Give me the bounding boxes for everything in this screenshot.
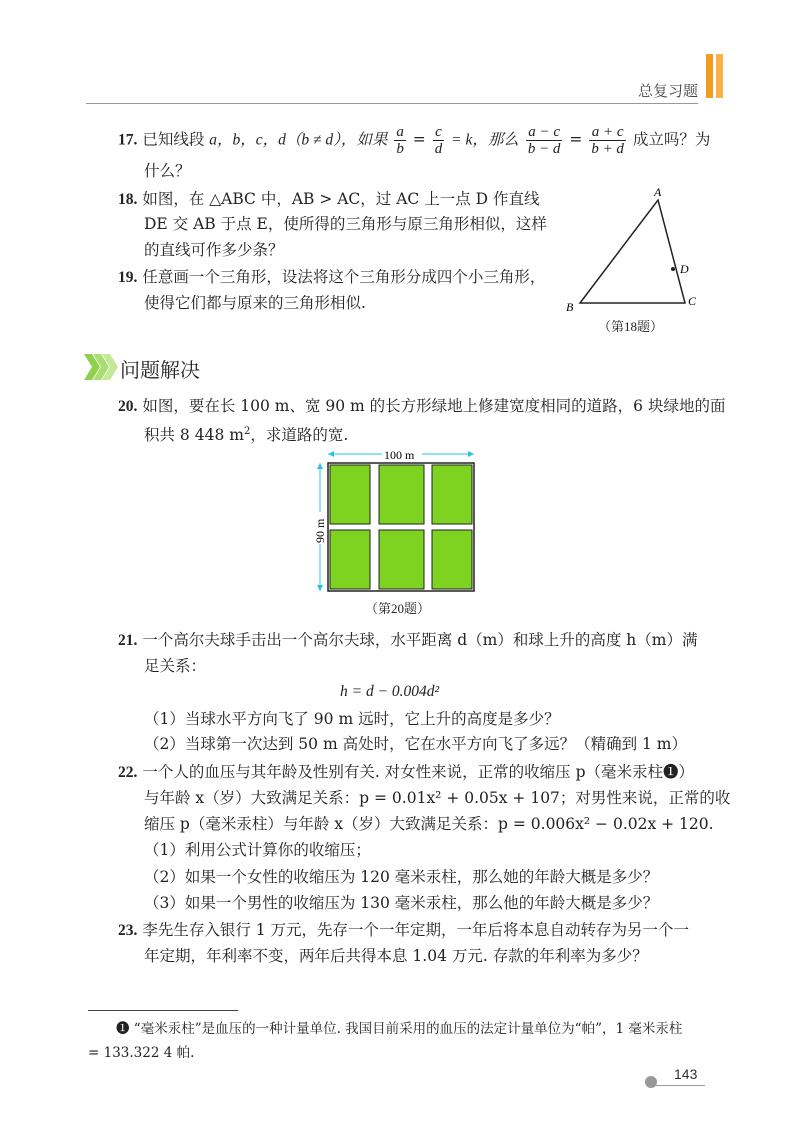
problem-19-line-1: 19. 任意画一个三角形，设法将这个三角形分成四个小三角形， (118, 268, 546, 286)
problem-17-line-1: 17. 已知线段 a，b，c，d（b ≠ d），如果 $\frac{a}{b}$ = $\frac{c}{d}$ = k，那么 $\frac{a - c}{b - d}$ = $\frac{a + c}{b + d}$ 成立吗？为 (118, 124, 711, 157)
footnote-line-1: ❶ “毫米汞柱”是血压的一种计量单位. 我国目前采用的血压的法定计量单位为“帕”，1 毫米汞柱 (116, 1021, 683, 1037)
problem-21-question-1: （1）当球水平方向飞了 90 m 远时，它上升的高度是多少？ (144, 710, 560, 728)
page-number-rule (655, 1085, 705, 1086)
header-rule (86, 103, 698, 104)
figure-20-caption: （第20题） (365, 601, 431, 616)
footnote-line-2: = 133.322 4 帕. (88, 1045, 195, 1061)
problem-21-question-2: （2）当球第一次达到 50 m 高处时，它在水平方向飞了多远？（精确到 1 m） (144, 735, 687, 753)
green-plot-5 (379, 530, 424, 589)
problem-18-line-3: 的直线可作多少条？ (144, 241, 284, 259)
header-accent-bar-2 (716, 54, 723, 98)
section-title: 问题解决 (120, 358, 200, 382)
problem-20-line-1: 20. 如图，要在长 100 m、宽 90 m 的长方形绿地上修建宽度相同的道路，6 块绿地的面 (118, 397, 726, 415)
problem-21-line-2: 足关系： (144, 657, 207, 675)
problem-18-line-2: DE 交 AB 于点 E，使所得的三角形与原三角形相似，这样 (144, 215, 547, 233)
green-plot-4 (330, 530, 370, 589)
green-plot-6 (432, 530, 472, 589)
problem-17-line-2: 什么？ (144, 162, 191, 180)
green-plot-3 (432, 465, 472, 524)
problem-19-line-2: 使得它们都与原来的三角形相似. (144, 294, 366, 312)
problem-20-line-2: 积共 8 448 $m^2$，求道路的宽. (144, 426, 349, 445)
problem-18-line-1: 18. 如图，在 △ABC 中，AB > AC，过 AC 上一点 D 作直线 (118, 190, 540, 208)
page-number: 143 (674, 1066, 698, 1082)
problem-22-line-3: 缩压 p（毫米汞柱）与年龄 x（岁）大致满足关系：p = 0.006x² − 0.02x + 120. (144, 815, 714, 833)
figure-20-field (310, 445, 480, 595)
chapter-title: 总复习题 (638, 82, 699, 100)
problem-22-question-3: （3）如果一个男性的收缩压为 130 毫米汞柱，那么他的年龄大概是多少？ (144, 894, 659, 912)
problem-21-formula: h = d − 0.004d² (340, 683, 440, 700)
problem-23-line-2: 年定期，年利率不变，两年后共得本息 1.04 万元. 存款的年利率为多少？ (144, 947, 648, 965)
point-D-label: D (680, 262, 689, 276)
fraction-c-d: $\frac{c}{d}$ (434, 124, 443, 157)
vertex-B-label: B (566, 300, 574, 314)
problem-23-line-1: 23. 李先生存入银行 1 万元，先存一个一年定期，一年后将本息自动转存为另一个一 (118, 921, 690, 939)
footnote-rule (88, 1010, 238, 1011)
fraction-a-plus-c: $\frac{a + c}{b + d}$ (591, 124, 624, 157)
problem-22-question-1: （1）利用公式计算你的收缩压； (144, 841, 371, 859)
figure-18-caption: （第18题） (598, 319, 664, 334)
figure-18-triangle (560, 185, 710, 315)
green-plot-2 (379, 465, 424, 524)
green-plot-1 (330, 465, 370, 524)
height-label: 90 m (313, 518, 327, 543)
fraction-a-minus-c: $\frac{a - c}{b - d}$ (527, 124, 561, 157)
header-accent-bar (706, 54, 713, 98)
problem-22-line-2: 与年龄 x（岁）大致满足关系：p = 0.01x² + 0.05x + 107；对男性来说，正常的收 (144, 789, 731, 807)
problem-22-line-1: 22. 一个人的血压与其年龄及性别有关. 对女性来说，正常的收缩压 p（毫米汞柱❶） (118, 763, 695, 781)
section-chevron-icon (84, 354, 118, 380)
page-number-dot (645, 1076, 657, 1088)
problem-22-question-2: （2）如果一个女性的收缩压为 120 毫米汞柱，那么她的年龄大概是多少？ (144, 868, 659, 886)
vertex-A-label: A (654, 185, 662, 199)
width-label: 100 m (384, 448, 415, 462)
fraction-a-b: $\frac{a}{b}$ (396, 124, 404, 157)
vertex-C-label: C (688, 294, 697, 308)
problem-21-line-1: 21. 一个高尔夫球手击出一个高尔夫球，水平距离 d（m）和球上升的高度 h（m）满 (118, 631, 698, 649)
